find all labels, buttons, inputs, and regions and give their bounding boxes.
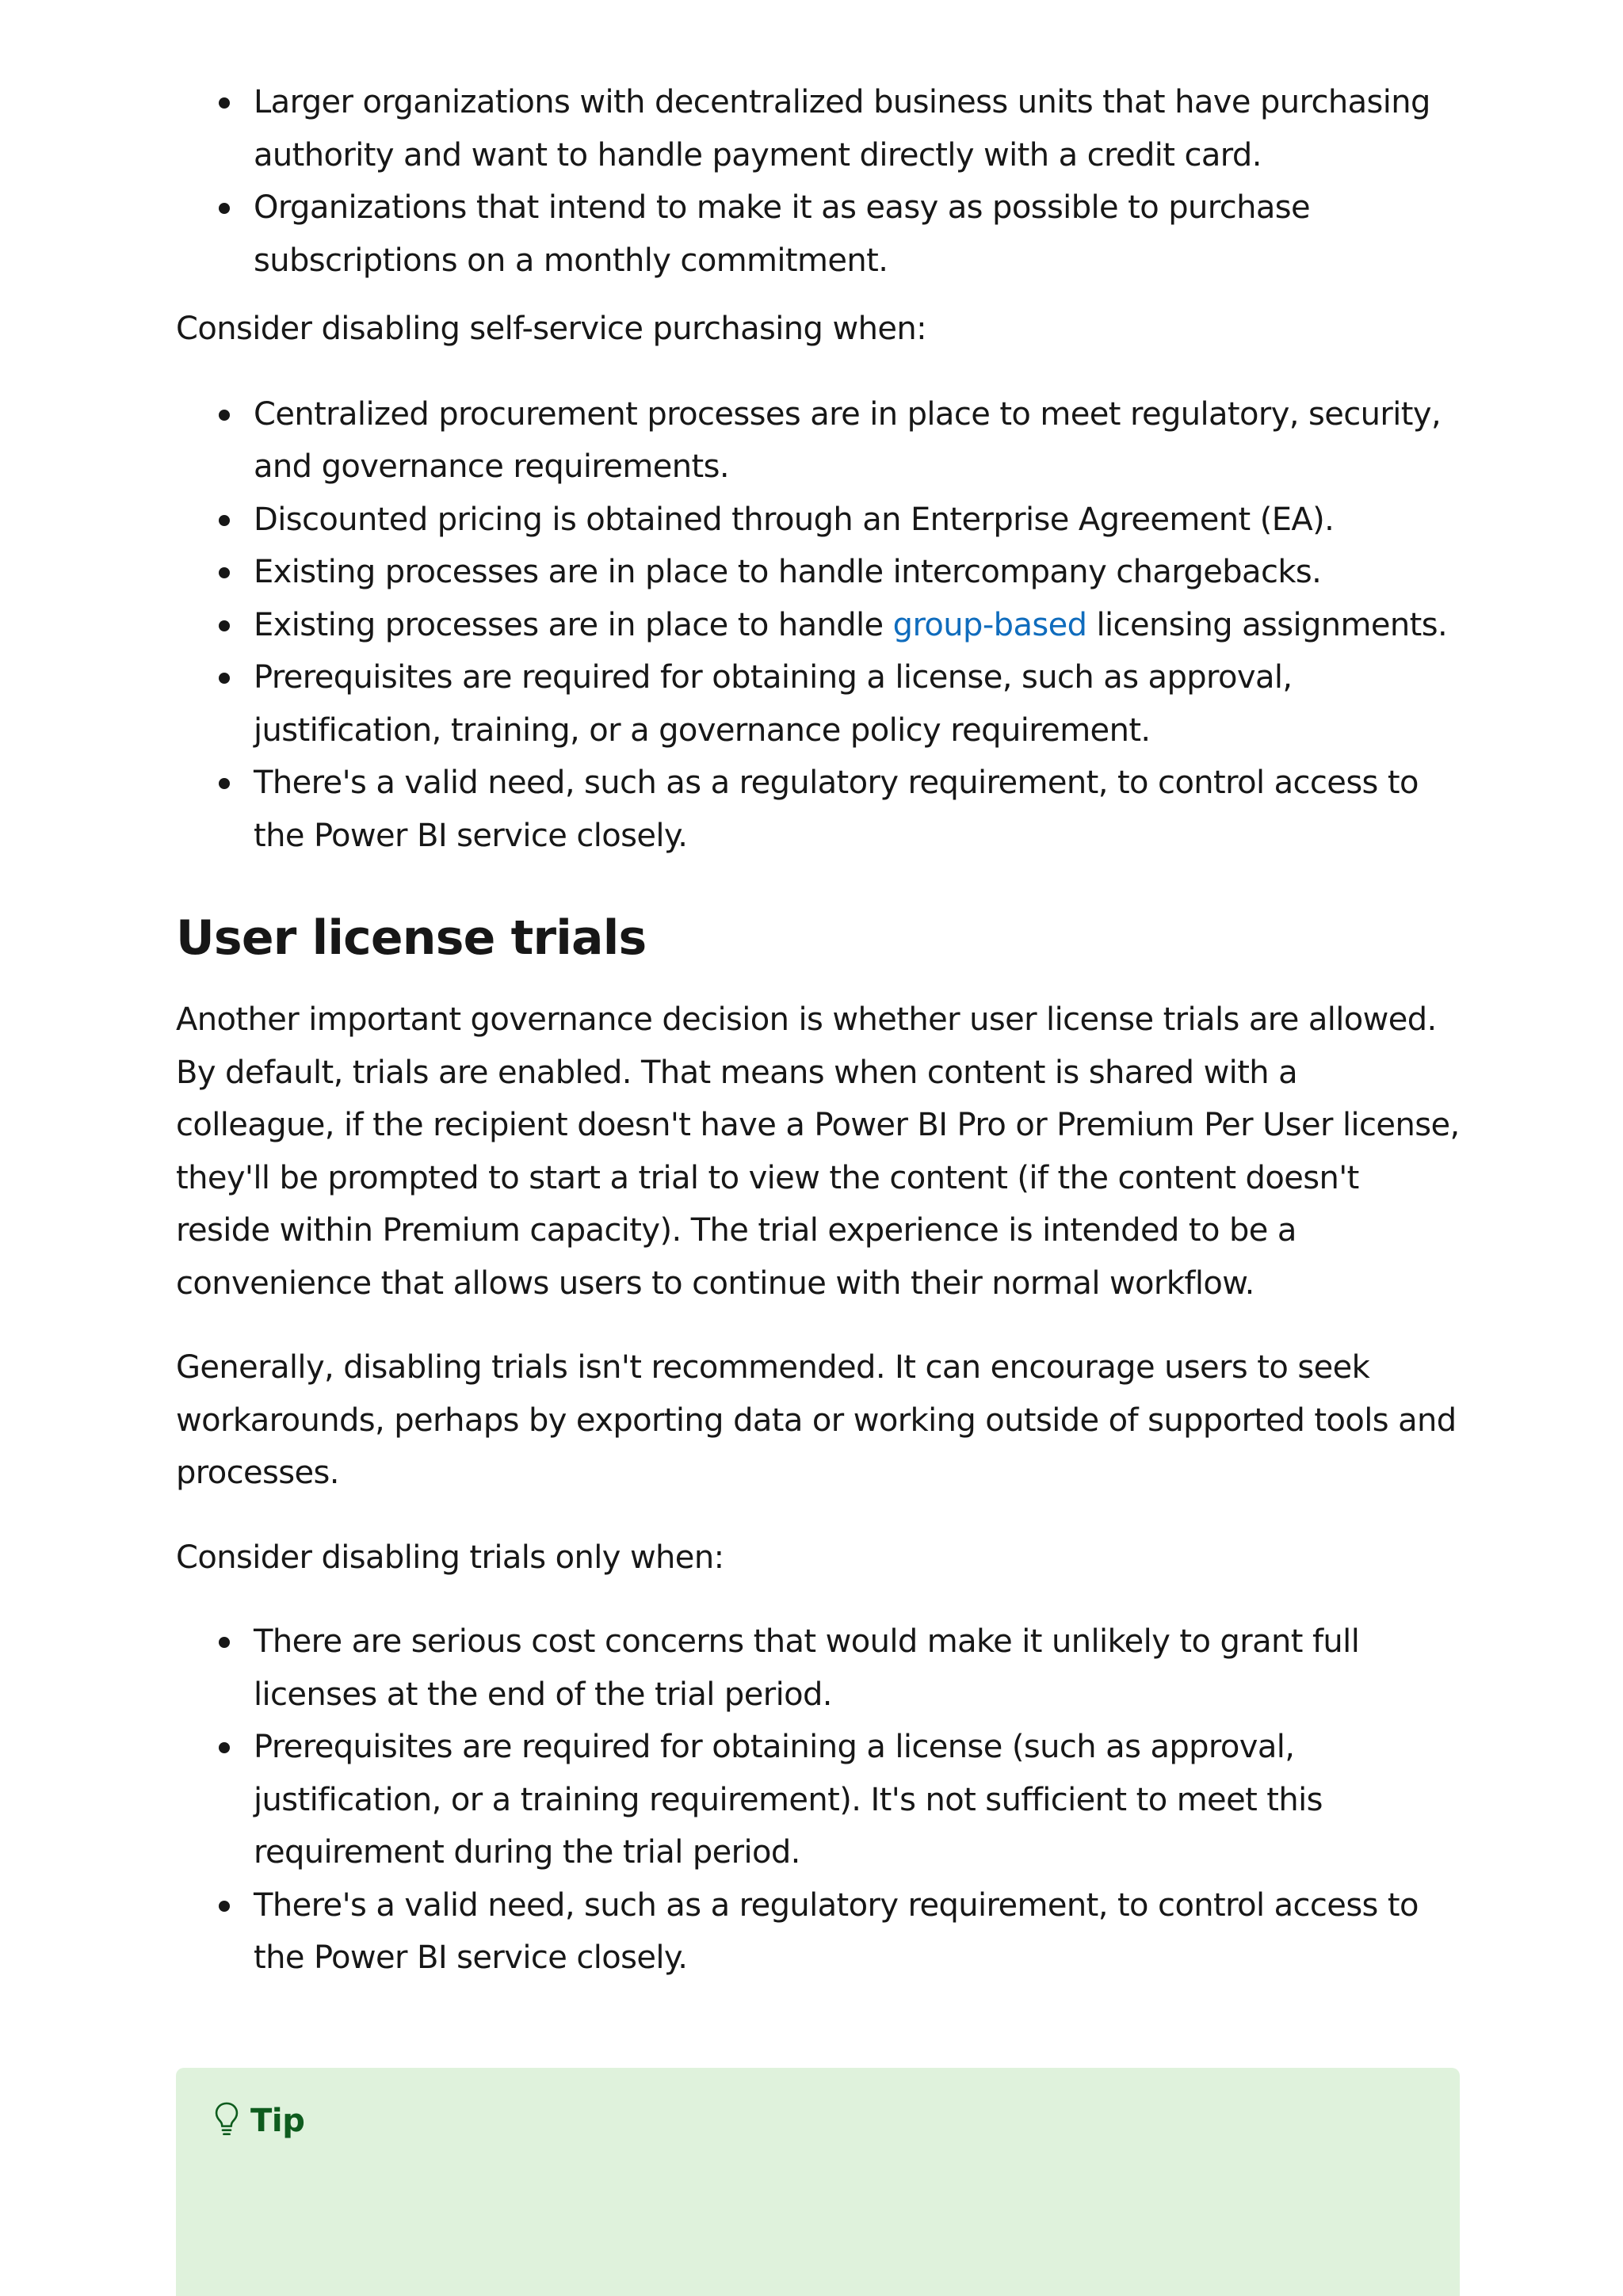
list-item: Discounted pricing is obtained through an Enterprise Agreement (EA). bbox=[254, 494, 1460, 547]
list-item: Prerequisites are required for obtaining a license (such as approval, justification, or a training requirement). It's not sufficient to meet this requirement during the trial period. bbox=[254, 1721, 1460, 1879]
bullet-list-disable-purchasing bbox=[176, 388, 1460, 863]
list-item: Organizations that intend to make it as easy as possible to purchase subscriptions on a monthly commitment. bbox=[254, 181, 1460, 287]
disable-purchasing-intro: Consider disabling self-service purchasing when: bbox=[176, 311, 926, 347]
disable-trials-intro: Consider disabling trials only when: bbox=[176, 1539, 724, 1576]
list-item: Larger organizations with decentralized business units that have purchasing authority and want to handle payment directly with a credit card. bbox=[254, 76, 1460, 181]
list-item-text: licensing assignments. bbox=[1086, 606, 1448, 643]
section-heading: User license trials bbox=[176, 910, 647, 966]
list-item: Prerequisites are required for obtaining a license, such as approval, justification, training, or a governance policy requirement. bbox=[254, 651, 1460, 757]
article-body bbox=[176, 76, 1460, 1985]
list-item-text: Existing processes are in place to handle bbox=[254, 606, 893, 643]
paragraph: Another important governance decision is whether user license trials are allowed. By default, trials are enabled. That means when content is shared with a colleague, if the recipient doesn't have a Power BI Pro or Premium Per User license, they'll be prompted to start a trial to view the content (if the content doesn't reside within Premium capacity). The trial experience is intended to be a convenience that allows users to continue with their normal workflow. bbox=[176, 1001, 1460, 1302]
list-item: There's a valid need, such as a regulatory requirement, to control access to the Power BI service closely. bbox=[254, 1879, 1460, 1985]
bullet-list-enable-purchasing bbox=[176, 76, 1460, 287]
lightbulb-icon bbox=[212, 2101, 250, 2141]
list-item: Centralized procurement processes are in place to meet regulatory, security, and governance requirements. bbox=[254, 388, 1460, 494]
tip-header bbox=[212, 2101, 304, 2141]
bullet-list-disable-trials bbox=[176, 1615, 1460, 1985]
list-item bbox=[254, 599, 1460, 652]
tip-callout bbox=[176, 2068, 1460, 2296]
tip-title: Tip bbox=[250, 2103, 305, 2139]
paragraph: Generally, disabling trials isn't recommended. It can encourage users to seek workarounds, perhaps by exporting data or working outside of supported tools and processes. bbox=[176, 1349, 1457, 1491]
list-item: There are serious cost concerns that would make it unlikely to grant full licenses at the end of the trial period. bbox=[254, 1615, 1460, 1721]
group-based-link[interactable]: group-based bbox=[892, 606, 1087, 643]
list-item: There's a valid need, such as a regulatory requirement, to control access to the Power BI service closely. bbox=[254, 757, 1460, 862]
list-item: Existing processes are in place to handle intercompany chargebacks. bbox=[254, 546, 1460, 599]
